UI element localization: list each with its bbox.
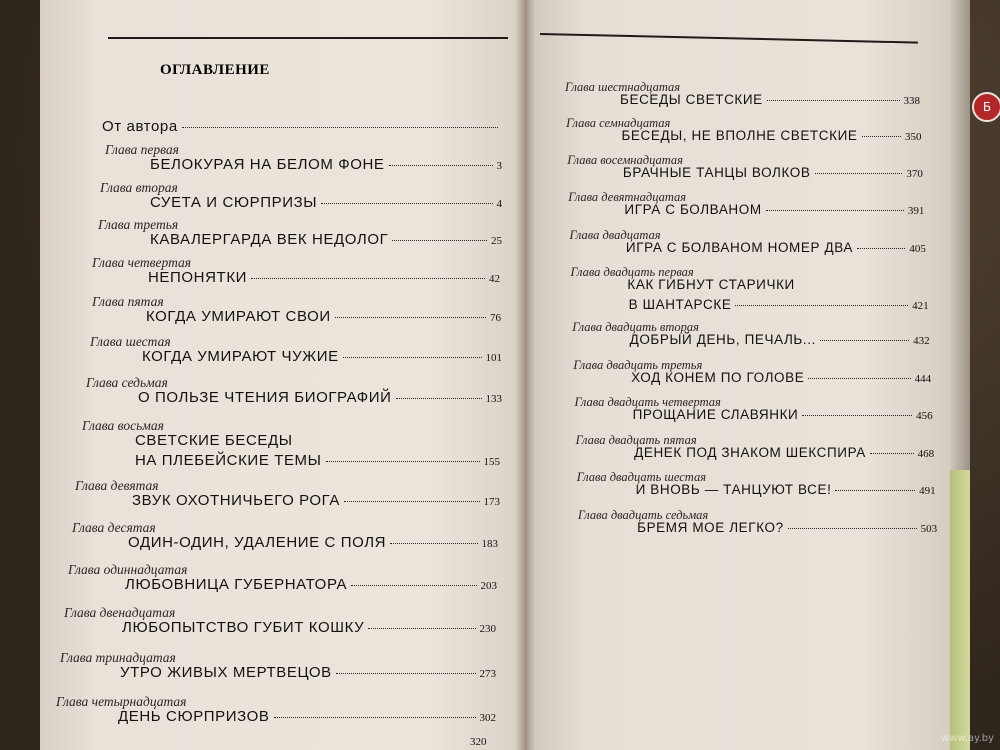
page-number: 203 — [480, 580, 497, 592]
page-number: 444 — [914, 373, 932, 385]
page-number: 76 — [490, 312, 501, 324]
page-number: 350 — [904, 131, 922, 143]
leader-dots — [820, 340, 909, 341]
leader-dots — [870, 453, 914, 454]
chapter-title: БРАЧНЫЕ ТАНЦЫ ВОЛКОВ — [622, 165, 811, 180]
leader-dots — [815, 173, 903, 174]
chapter-label: Глава восьмая — [82, 418, 164, 433]
toc-entry[interactable] — [629, 297, 929, 312]
toc-entry[interactable] — [621, 128, 921, 143]
chapter-title: СВЕТСКИЕ БЕСЕДЫ — [135, 432, 293, 449]
chapter-title: И ВНОВЬ — ТАНЦУЮТ ВСЕ! — [635, 482, 832, 497]
page-number: 155 — [483, 456, 500, 468]
toc-entry[interactable] — [150, 231, 502, 248]
chapter-title: В ШАНТАРСКЕ — [628, 297, 732, 312]
toc-entry[interactable] — [631, 370, 931, 385]
chapter-title: ЛЮБОВНИЦА ГУБЕРНАТОРА — [125, 576, 348, 593]
chapter-label: Глава шестая — [90, 334, 171, 349]
chapter-label: Глава двадцать пятая — [575, 433, 697, 447]
toc-entry[interactable] — [138, 389, 502, 406]
toc-entry[interactable] — [146, 308, 501, 325]
leader-dots — [735, 305, 908, 306]
page-number: 468 — [917, 448, 935, 460]
page-number: 302 — [479, 712, 496, 724]
chapter-label: Глава десятая — [72, 520, 156, 535]
sticker-icon: Б — [972, 92, 1000, 122]
page-number: 503 — [920, 523, 938, 535]
page-number: 42 — [489, 273, 500, 285]
toc-entry[interactable] — [634, 445, 934, 460]
leader-dots — [251, 278, 485, 279]
leader-dots — [343, 357, 482, 358]
chapter-title: КОГДА УМИРАЮТ ЧУЖИЕ — [142, 348, 339, 365]
toc-entry[interactable] — [627, 277, 794, 292]
page-number: 3 — [496, 160, 502, 172]
chapter-label: Глава двадцать четвертая — [574, 395, 721, 409]
chapter-label: Глава двадцать первая — [570, 265, 694, 279]
chapter-title: БЕЛОКУРАЯ НА БЕЛОМ ФОНЕ — [150, 156, 385, 173]
leader-dots — [857, 248, 905, 249]
page-number: 491 — [919, 485, 936, 497]
chapter-title: От автора — [102, 118, 178, 135]
chapter-label: Глава одиннадцатая — [68, 562, 188, 577]
chapter-label: Глава двенадцатая — [64, 605, 176, 620]
toc-entry[interactable] — [633, 407, 933, 422]
chapter-title: ЗВУК ОХОТНИЧЬЕГО РОГА — [132, 492, 340, 509]
leader-dots — [767, 100, 900, 101]
page-number: 133 — [485, 393, 502, 405]
toc-entry[interactable] — [148, 269, 500, 286]
toc-entry[interactable] — [630, 332, 930, 347]
toc-title: ОГЛАВЛЕНИЕ — [160, 62, 270, 78]
chapter-title: УТРО ЖИВЫХ МЕРТВЕЦОВ — [120, 664, 332, 681]
chapter-label: Глава семнадцатая — [566, 116, 671, 130]
leader-dots — [351, 585, 476, 586]
leader-dots — [182, 127, 498, 128]
watermark: www.ay.by — [941, 733, 994, 744]
chapter-label: Глава четырнадцатая — [56, 694, 187, 709]
leader-dots — [835, 490, 915, 491]
toc-entry[interactable] — [624, 202, 924, 217]
leader-dots — [336, 673, 476, 674]
leader-dots — [274, 717, 476, 718]
leader-dots — [326, 461, 480, 462]
chapter-title: ОДИН-ОДИН, УДАЛЕНИЕ С ПОЛЯ — [128, 534, 387, 551]
page-number: 405 — [909, 243, 926, 255]
chapter-label: Глава двадцать седьмая — [577, 508, 709, 522]
chapter-title: О ПОЛЬЗЕ ЧТЕНИЯ БИОГРАФИЙ — [138, 389, 392, 406]
leader-dots — [862, 136, 901, 137]
chapter-label: Глава девятая — [75, 478, 159, 493]
chapter-title: НЕПОНЯТКИ — [148, 269, 248, 286]
toc-entry[interactable] — [132, 492, 500, 509]
chapter-title: СУЕТА И СЮРПРИЗЫ — [150, 194, 318, 211]
page-number: 230 — [479, 623, 496, 635]
toc-entry[interactable] — [636, 482, 936, 497]
page-number: 183 — [481, 538, 498, 550]
toc-entry[interactable] — [623, 165, 923, 180]
leader-dots — [392, 240, 487, 241]
chapter-label: Глава двадцать третья — [573, 358, 703, 372]
page-number: 173 — [483, 496, 500, 508]
page-number: 370 — [906, 168, 923, 180]
page-number: 4 — [496, 198, 502, 210]
chapter-label: Глава тринадцатая — [60, 650, 176, 665]
leader-dots — [390, 543, 477, 544]
toc-entry[interactable] — [125, 576, 497, 593]
leader-dots — [368, 628, 475, 629]
page-number: 432 — [913, 335, 930, 347]
toc-entry[interactable] — [150, 156, 502, 173]
chapter-title: ИГРА С БОЛВАНОМ — [624, 202, 762, 217]
toc-entry[interactable] — [122, 619, 496, 636]
chapter-title: ЛЮБОПЫТСТВО ГУБИТ КОШКУ — [122, 619, 365, 636]
toc-entry[interactable] — [637, 520, 937, 535]
toc-entry[interactable] — [150, 194, 502, 211]
chapter-title: КОГДА УМИРАЮТ СВОИ — [146, 308, 331, 325]
toc-entry[interactable] — [102, 118, 502, 135]
green-edge — [950, 470, 970, 750]
book-gutter — [515, 0, 535, 750]
chapter-label: Глава четвертая — [92, 255, 192, 270]
toc-entry[interactable] — [620, 92, 920, 107]
chapter-title: КАВАЛЕРГАРДА ВЕК НЕДОЛОГ — [150, 231, 389, 248]
toc-entry[interactable] — [118, 708, 496, 725]
bottom-page-number: 320 — [470, 736, 487, 748]
top-rule-left — [108, 37, 508, 39]
leader-dots — [808, 378, 910, 379]
chapter-label: Глава шестнадцатая — [565, 80, 681, 94]
chapter-label: Глава пятая — [92, 294, 164, 309]
leader-dots — [389, 165, 493, 166]
leader-dots — [788, 528, 917, 529]
chapter-label: Глава двадцать шестая — [576, 470, 707, 484]
page-number: 456 — [916, 410, 933, 422]
toc-entry[interactable] — [135, 432, 293, 449]
chapter-label: Глава девятнадцатая — [568, 190, 687, 204]
leader-dots — [321, 203, 492, 204]
toc-entry[interactable] — [135, 452, 500, 469]
chapter-label: Глава восемнадцатая — [567, 153, 683, 167]
page-number: 101 — [485, 352, 502, 364]
page-number: 391 — [907, 205, 925, 217]
chapter-title: БЕСЕДЫ, НЕ ВПОЛНЕ СВЕТСКИЕ — [621, 128, 858, 143]
chapter-label: Глава двадцать вторая — [572, 320, 699, 334]
chapter-title: БРЕМЯ МОЕ ЛЕГКО? — [637, 520, 784, 535]
toc-entry[interactable] — [626, 240, 926, 255]
page-number: 273 — [479, 668, 496, 680]
chapter-title: БЕСЕДЫ СВЕТСКИЕ — [620, 92, 763, 107]
toc-entry[interactable] — [120, 664, 496, 681]
leader-dots — [766, 210, 904, 211]
chapter-title: ДЕНЬ СЮРПРИЗОВ — [118, 708, 270, 725]
toc-entry[interactable] — [128, 534, 498, 551]
chapter-title: ИГРА С БОЛВАНОМ НОМЕР ДВА — [625, 240, 853, 255]
chapter-label: Глава третья — [98, 217, 179, 232]
page-number: 338 — [903, 95, 920, 107]
chapter-label: Глава седьмая — [86, 375, 168, 390]
chapter-label: Глава двадцатая — [569, 228, 661, 242]
leader-dots — [802, 415, 912, 416]
leader-dots — [335, 317, 486, 318]
chapter-label: Глава вторая — [100, 180, 178, 195]
leader-dots — [396, 398, 482, 399]
chapter-title: ПРОЩАНИЕ СЛАВЯНКИ — [632, 407, 799, 422]
chapter-title: ХОД КОНЕМ ПО ГОЛОВЕ — [631, 370, 805, 385]
chapter-title: КАК ГИБНУТ СТАРИЧКИ — [627, 277, 795, 292]
chapter-title: ДОБРЫЙ ДЕНЬ, ПЕЧАЛЬ... — [629, 332, 816, 347]
chapter-title: НА ПЛЕБЕЙСКИЕ ТЕМЫ — [135, 452, 322, 469]
page-number: 421 — [912, 300, 929, 312]
chapter-label: Глава первая — [105, 142, 179, 157]
page-number: 25 — [491, 235, 502, 247]
toc-entry[interactable] — [142, 348, 502, 365]
leader-dots — [344, 501, 480, 502]
chapter-title: ДЕНЕК ПОД ЗНАКОМ ШЕКСПИРА — [634, 445, 866, 460]
